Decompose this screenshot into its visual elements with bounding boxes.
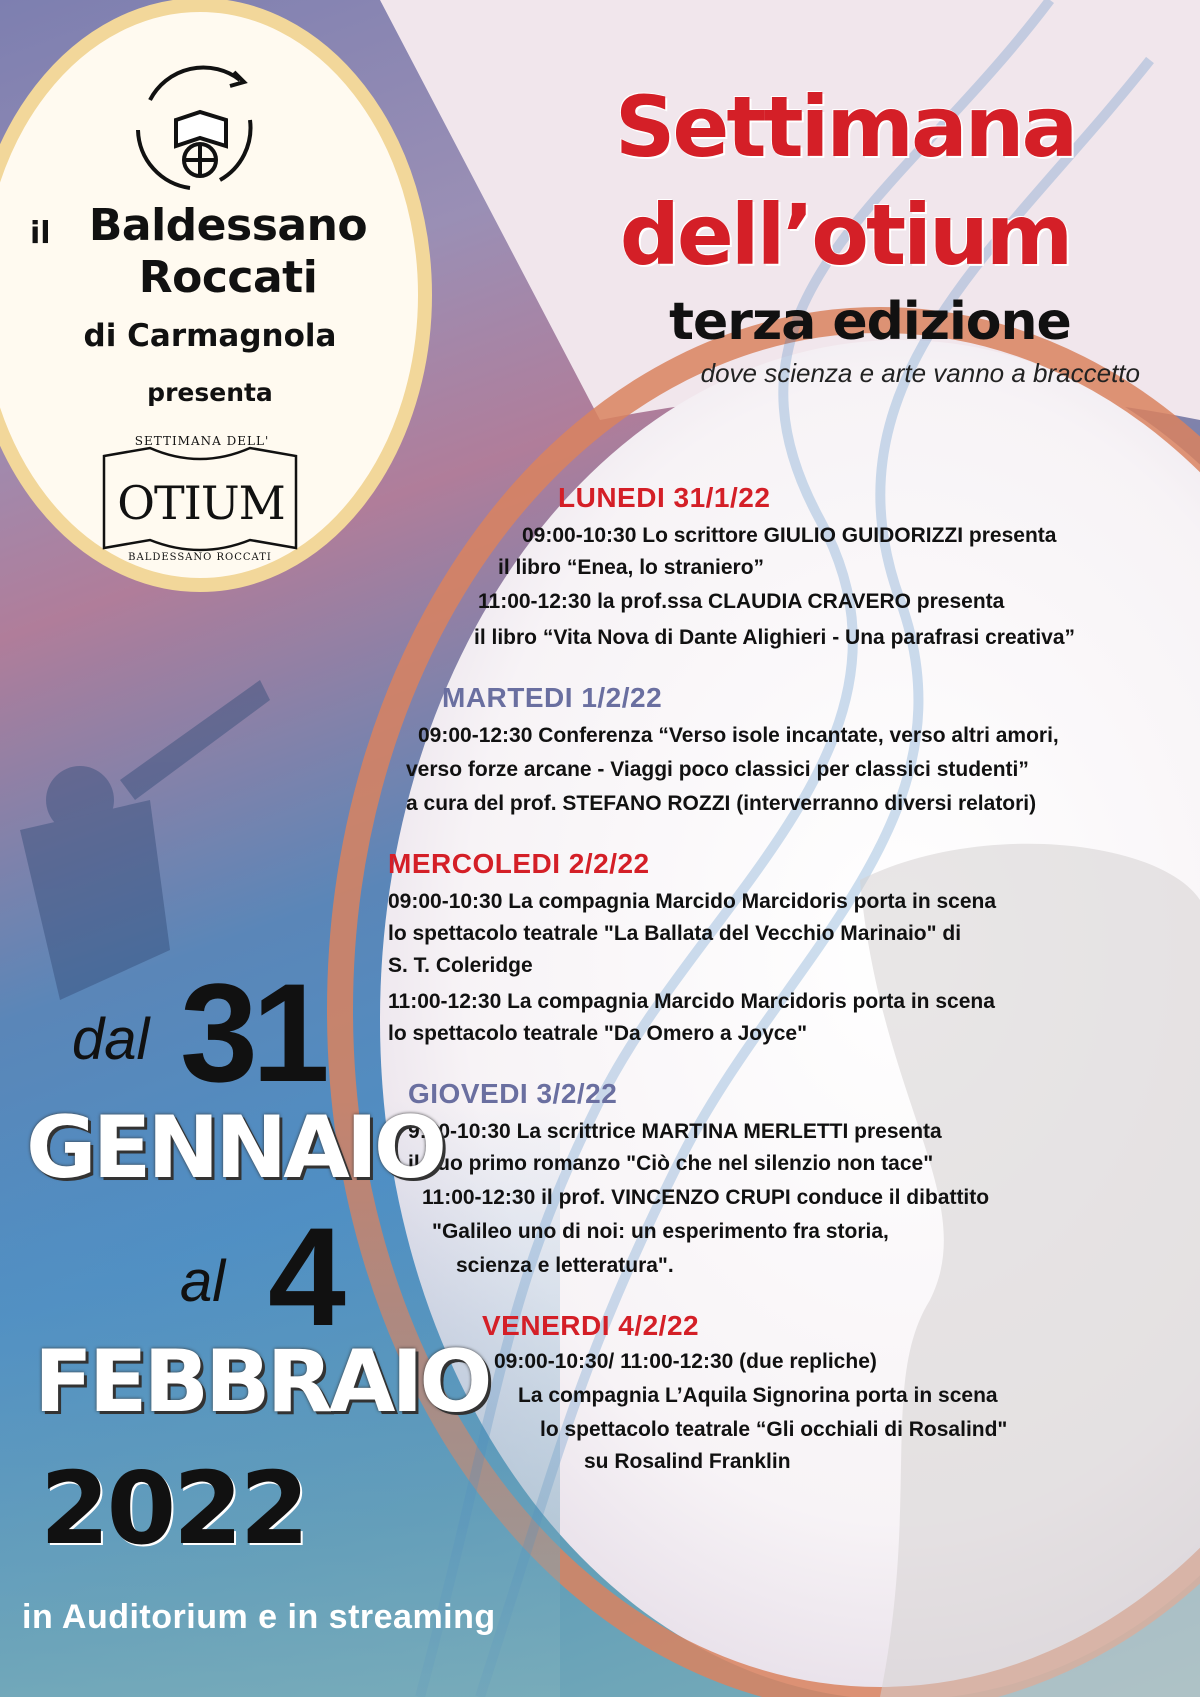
thursday-line-3: 11:00-12:30 il prof. VINCENZO CRUPI conduce il dibattito (422, 1186, 990, 1209)
date-from-month: GENNAIO (26, 1098, 443, 1198)
friday-line-1: 09:00-10:30/ 11:00-12:30 (due repliche) (494, 1350, 877, 1373)
presents-label: presenta (147, 378, 273, 407)
school-prefix: il (30, 216, 51, 251)
school-city: di Carmagnola (83, 318, 337, 354)
date-year: 2022 (40, 1450, 307, 1567)
day-monday-title: LUNEDI 31/1/22 (558, 482, 771, 513)
monday-line-1: 09:00-10:30 Lo scrittore GIULIO GUIDORIZZI presenta (522, 524, 1057, 547)
day-tuesday-title: MARTEDI 1/2/22 (442, 682, 663, 713)
thursday-line-2: il suo primo romanzo "Ciò che nel silenzio non tace" (408, 1152, 934, 1175)
school-name-line1: Baldessano (88, 200, 368, 251)
monday-line-2: il libro “Enea, lo straniero” (498, 556, 765, 579)
friday-line-2: La compagnia L’Aquila Signorina porta in scena (518, 1384, 998, 1407)
title-line1: Settimana (614, 78, 1076, 176)
otium-logo-bottom-text: BALDESSANO ROCCATI (128, 552, 272, 563)
school-name-line2: Roccati (138, 252, 318, 303)
school-name (78, 200, 378, 304)
thursday-line-4: "Galileo uno di noi: un esperimento fra storia, (432, 1220, 889, 1243)
venue-label: in Auditorium e in streaming (22, 1598, 496, 1636)
title-line2: dell’otium (619, 186, 1071, 284)
tagline: dove scienza e arte vanno a braccetto (700, 358, 1140, 388)
date-from-day: 31 (180, 954, 324, 1111)
day-thursday-title: GIOVEDI 3/2/22 (408, 1078, 618, 1109)
edition-label: terza edizione (669, 292, 1071, 352)
tuesday-line-1: 09:00-12:30 Conferenza “Verso isole incantate, verso altri amori, (418, 724, 1059, 747)
wednesday-line-2: lo spettacolo teatrale "La Ballata del Vecchio Marinaio" di (388, 922, 962, 945)
date-to-day: 4 (268, 1198, 340, 1355)
wednesday-line-3: S. T. Coleridge (388, 954, 533, 977)
wednesday-line-1: 09:00-10:30 La compagnia Marcido Marcidoris porta in scena (388, 890, 997, 913)
friday-line-4: su Rosalind Franklin (584, 1450, 791, 1473)
date-to-word: al (180, 1249, 226, 1314)
otium-logo-top-text: SETTIMANA DELL' (134, 434, 270, 448)
day-friday-title: VENERDI 4/2/22 (482, 1310, 700, 1341)
thursday-line-1: 9:00-10:30 La scrittrice MARTINA MERLETTI presenta (408, 1120, 942, 1143)
monday-line-4: il libro “Vita Nova di Dante Alighieri - Una parafrasi creativa” (474, 626, 1076, 649)
date-to-month: FEBBRAIO (34, 1332, 489, 1432)
day-wednesday-title: MERCOLEDI 2/2/22 (388, 848, 650, 879)
thursday-line-5: scienza e letteratura". (456, 1254, 674, 1277)
monday-line-3: 11:00-12:30 la prof.ssa CLAUDIA CRAVERO presenta (478, 590, 1005, 613)
date-from-word: dal (72, 1007, 150, 1072)
wednesday-line-5: lo spettacolo teatrale "Da Omero a Joyce" (388, 1022, 808, 1045)
friday-line-3: lo spettacolo teatrale “Gli occhiali di Rosalind" (540, 1418, 1008, 1441)
wednesday-line-4: 11:00-12:30 La compagnia Marcido Marcidoris porta in scena (388, 990, 995, 1013)
otium-logo-word: OTIUM (117, 476, 285, 530)
tuesday-line-3: a cura del prof. STEFANO ROZZI (interverranno diversi relatori) (406, 792, 1037, 815)
tuesday-line-2: verso forze arcane - Viaggi poco classici per classici studenti” (406, 758, 1029, 781)
